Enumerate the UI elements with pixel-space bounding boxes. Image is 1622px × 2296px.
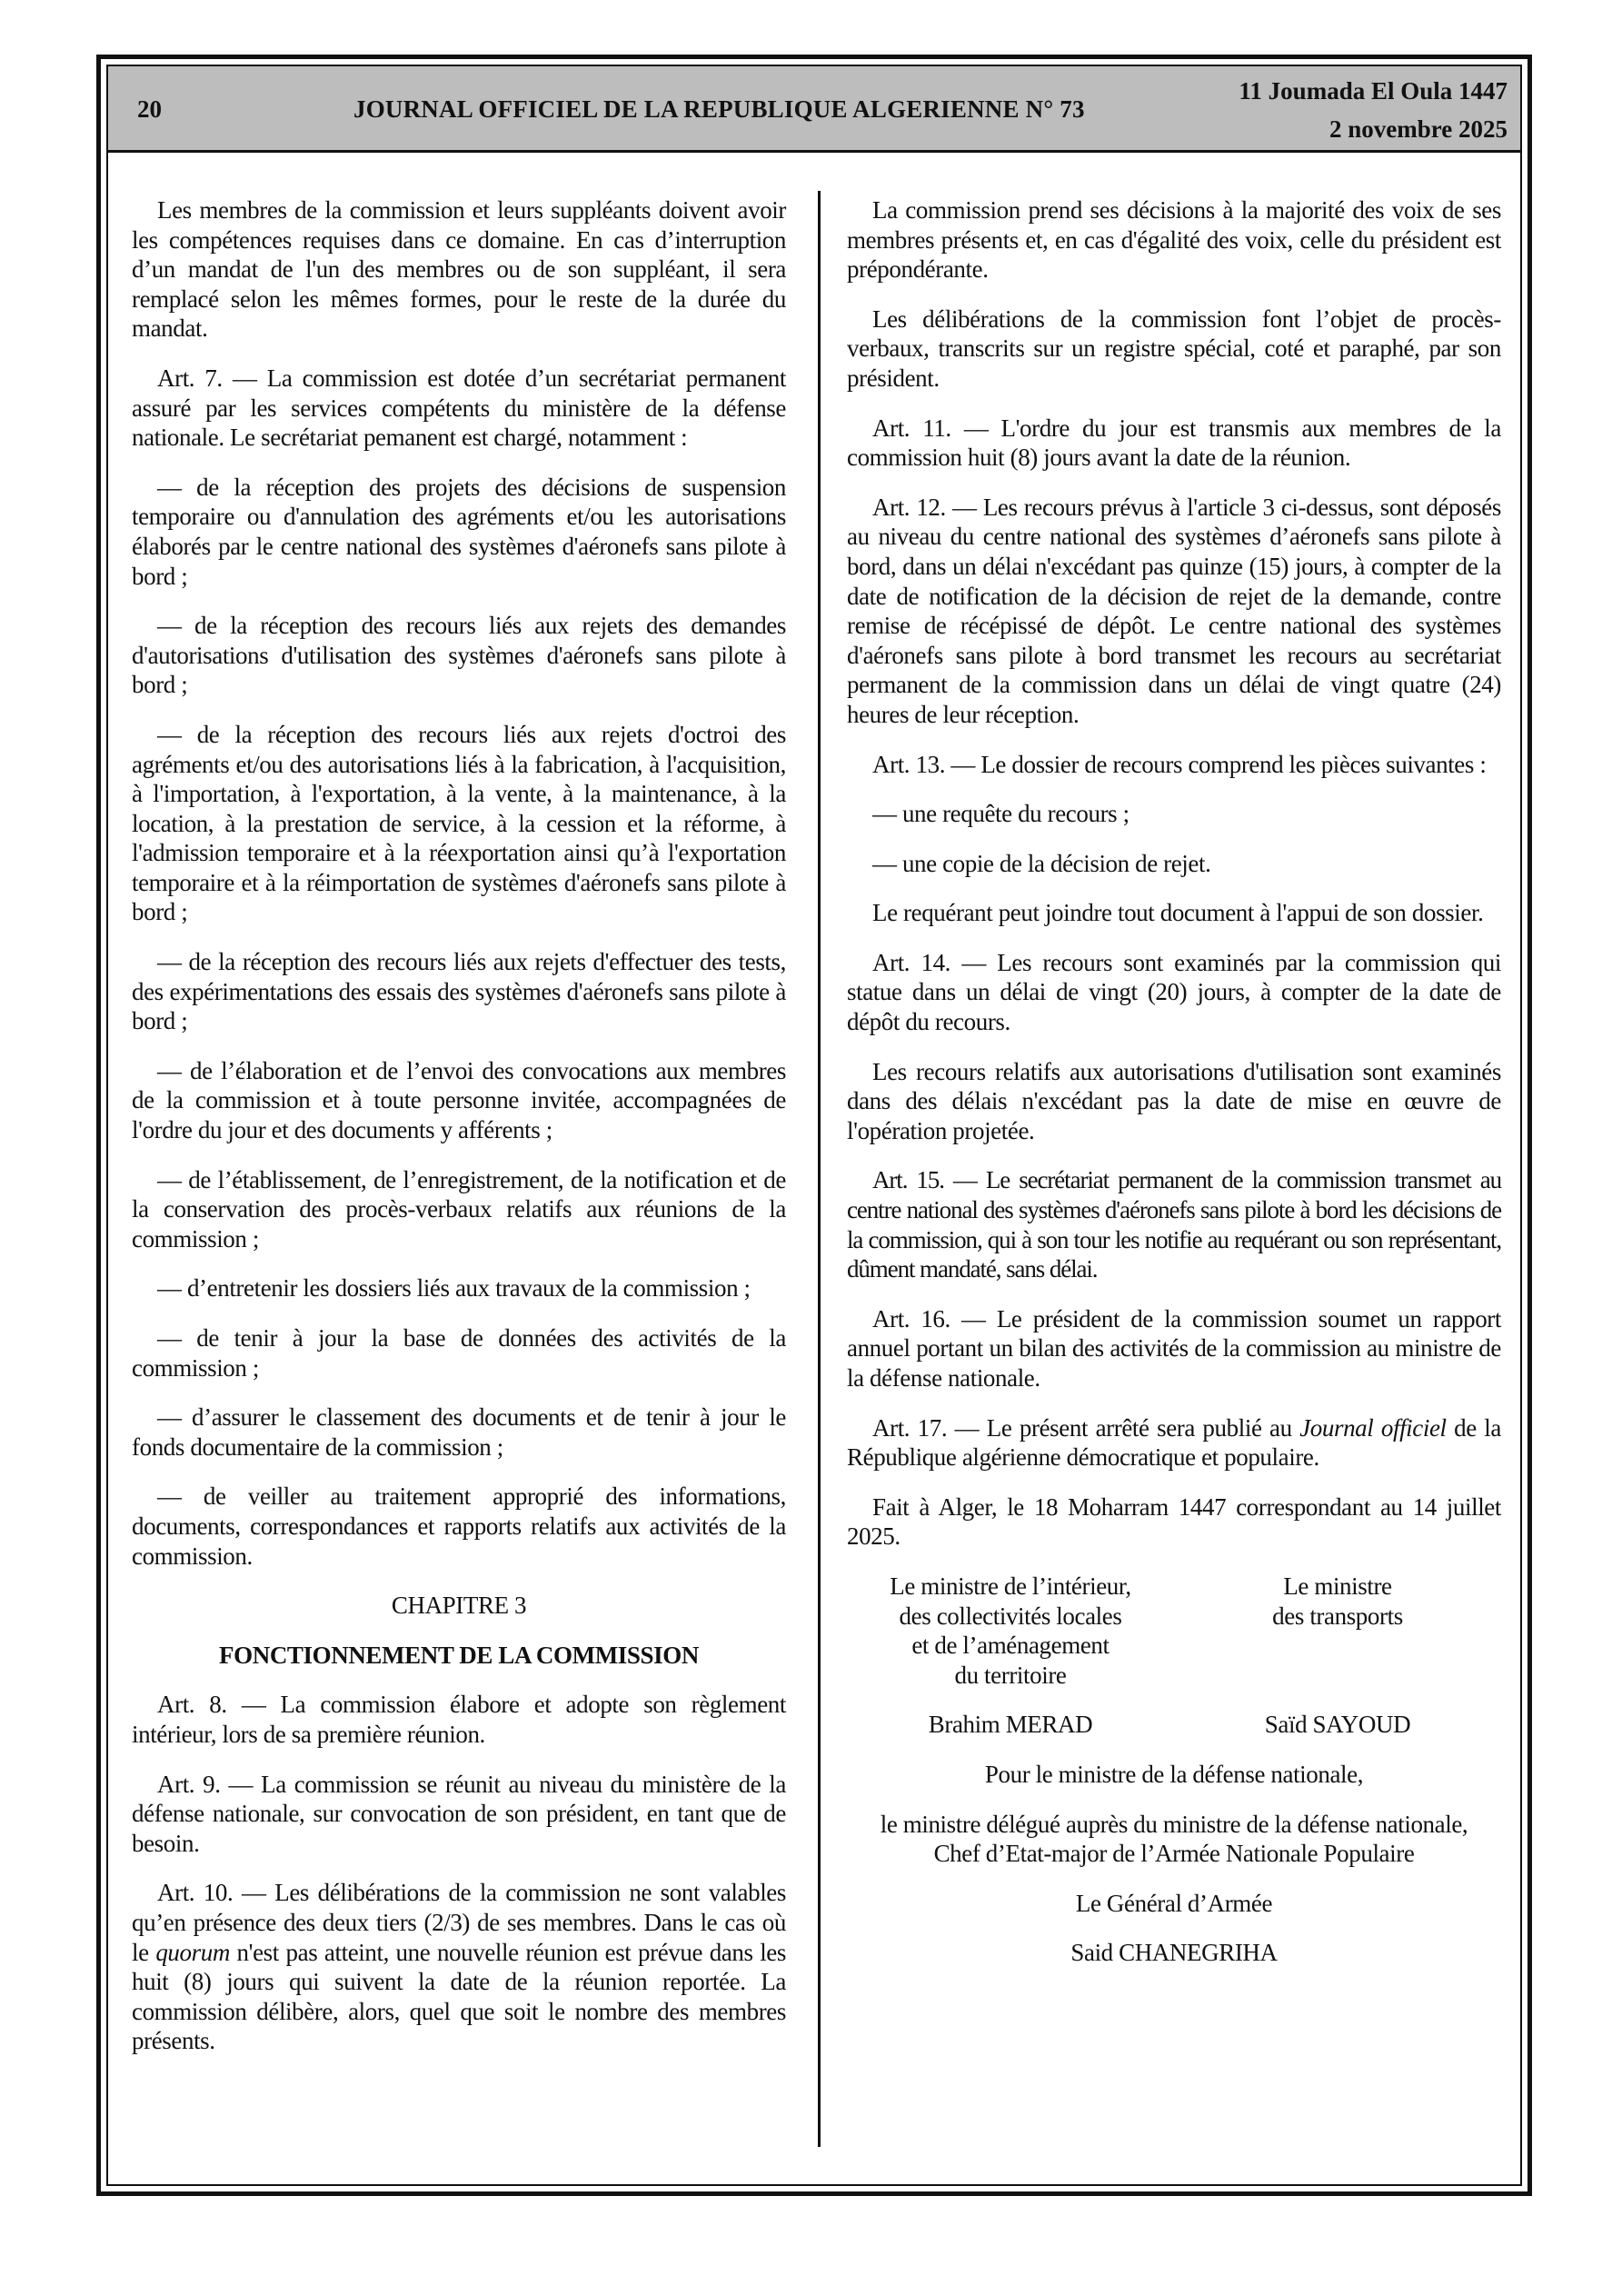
signature-delegue-title	[847, 1810, 1501, 1869]
right-column-paragraphs	[847, 195, 1501, 1552]
paragraph: Art. 13. — Le dossier de recours comprend les pièces suivantes :	[872, 750, 1487, 778]
paragraph: Art. 16. — Le président de la commission soumet un rapport annuel portant un bilan des activités de la commission au ministre de la défense nationale.	[847, 1304, 1501, 1392]
signature-line: et de l’aménagement	[911, 1632, 1110, 1660]
paragraph: Art. 11. — L'ordre du jour est transmis aux membres de la commission huit (8) jours avant la date de la réunion.	[847, 414, 1501, 472]
signature-row	[847, 1572, 1501, 1690]
header-dates	[1239, 72, 1508, 148]
paragraph: — de la réception des projets des décisions de suspension temporaire ou d'annulation des agréments et/ou les autorisations élaborés par le centre national des systèmes d'aéronefs sans pilote à bord ;	[132, 473, 786, 590]
signature-names-row	[847, 1710, 1501, 1740]
paragraph: — une requête du recours ;	[872, 800, 1129, 828]
signature-line: du territoire	[954, 1661, 1067, 1689]
paragraph: Le requérant peut joindre tout document à l'appui de son dossier.	[872, 899, 1484, 927]
journal-title: JOURNAL OFFICIEL DE LA REPUBLIQUE ALGERIENNE N° 73	[353, 95, 1085, 123]
paragraph: FONCTIONNEMENT DE LA COMMISSION	[219, 1641, 699, 1669]
text-segment: Art. 17. — Le présent arrêté sera publié au	[872, 1413, 1300, 1442]
paragraph: Art. 7. — La commission est dotée d’un secrétariat permanent assuré par les services compétents du ministère de la défense nationale. Le secrétariat pemanent est chargé, notamment :	[132, 364, 786, 452]
signature-rank: Le Général d’Armée	[1075, 1889, 1273, 1917]
signature-line: Chef d’Etat-major de l’Armée Nationale Populaire	[933, 1840, 1415, 1868]
signature-line: Le ministre	[1283, 1572, 1392, 1600]
left-column	[132, 195, 786, 2076]
paragraph: — de la réception des recours liés aux rejets des demandes d'autorisations d'utilisation des systèmes d'aéronefs sans pilote à bord ;	[132, 612, 786, 699]
paragraph: — de la réception des recours liés aux rejets d'octroi des agréments et/ou des autorisations liés à la fabrication, à l'acquisition, à l'importation, à l'exportation, à la vente, à la maintenance, à la location, à la prestation de service, à la cession et la réforme, à l'admission temporaire et à la réexportation ainsi qu’à l'exportation temporaire et à la réimportation de systèmes d'aéronefs sans pilote à bord ;	[132, 720, 786, 926]
signature-transport-title	[1174, 1572, 1501, 1690]
signature-name-transport: Saïd SAYOUD	[1264, 1711, 1411, 1739]
paragraph	[847, 1413, 1501, 1472]
journal-header	[108, 66, 1520, 153]
italic-text: quorum	[155, 1938, 230, 1966]
paragraph: Fait à Alger, le 18 Moharram 1447 correspondant au 14 juillet 2025.	[847, 1492, 1501, 1551]
paragraph: La commission prend ses décisions à la majorité des voix de ses membres présents et, en cas d'égalité des voix, celle du président est prépondérante.	[847, 196, 1501, 284]
paragraph	[132, 1878, 786, 2056]
paragraph: Les membres de la commission et leurs suppléants doivent avoir les compétences requises dans ce domaine. En cas d’interruption d’un mandat de l'un des membres ou de son suppléant, il sera remplacé selon les mêmes formes, pour le reste de la durée du mandat.	[132, 196, 786, 343]
italic-text: Journal officiel	[1299, 1413, 1447, 1442]
paragraph: — de l’établissement, de l’enregistrement, de la notification et de la conservation des procès-verbaux relatifs aux réunions de la commission ;	[132, 1165, 786, 1253]
signature-pour-ministre: Pour le ministre de la défense nationale,	[984, 1760, 1364, 1788]
paragraph: Art. 14. — Les recours sont examinés par la commission qui statue dans un délai de vingt (20) jours, à compter de la date de dépôt du recours.	[847, 948, 1501, 1036]
paragraph: Art. 9. — La commission se réunit au niveau du ministère de la défense nationale, sur convocation de son président, en tant que de besoin.	[132, 1770, 786, 1857]
signature-line: des transports	[1272, 1602, 1403, 1630]
text-segment: n'est pas atteint, une nouvelle réunion est prévue dans les huit (8) jours qui suivent la date de la réunion reportée. La commission délibère, alors, quel que soit le nombre des membres présents.	[132, 1938, 786, 2055]
paragraph: Art. 15. — Le secrétariat permanent de la commission transmet au centre national des systèmes d'aéronefs sans pilote à bord les décisions de la commission, qui à son tour les notifie au requérant ou son représentant, dûment mandaté, sans délai.	[847, 1166, 1501, 1283]
paragraph: — d’assurer le classement des documents et de tenir à jour le fonds documentaire de la commission ;	[132, 1403, 786, 1461]
paragraph: — d’entretenir les dossiers liés aux travaux de la commission ;	[157, 1274, 751, 1303]
signature-line: des collectivités locales	[899, 1602, 1122, 1630]
paragraph: — de la réception des recours liés aux rejets d'effectuer des tests, des expérimentations des essais des systèmes d'aéronefs sans pilote à bord ;	[132, 948, 786, 1035]
signature-name-interior: Brahim MERAD	[928, 1711, 1093, 1739]
paragraph: Les délibérations de la commission font l’objet de procès-verbaux, transcrits sur un registre spécial, coté et paraphé, par son président.	[847, 304, 1501, 392]
gregorian-date: 2 novembre 2025	[1329, 115, 1508, 143]
paragraph: Art. 8. — La commission élabore et adopte son règlement intérieur, lors de sa première réunion.	[132, 1691, 786, 1748]
signature-interior-title	[847, 1572, 1174, 1690]
paragraph: — de veiller au traitement approprié des informations, documents, correspondances et rapports relatifs aux activités de la commission.	[132, 1482, 786, 1570]
paragraph: — de tenir à jour la base de données des activités de la commission ;	[132, 1324, 786, 1382]
paragraph: Les recours relatifs aux autorisations d'utilisation sont examinés dans des délais n'excédant pas la date de mise en œuvre de l'opération projetée.	[847, 1057, 1501, 1144]
signature-line: le ministre délégué auprès du ministre de la défense nationale,	[880, 1810, 1468, 1838]
signature-general-name: Said CHANEGRIHA	[1070, 1939, 1278, 1967]
text-segment: de la République algérienne démocratique et populaire.	[847, 1413, 1501, 1472]
page-number: 20	[137, 95, 162, 123]
paragraph: — une copie de la décision de rejet.	[872, 849, 1211, 877]
paragraph: CHAPITRE 3	[391, 1592, 527, 1620]
right-column	[847, 195, 1501, 1988]
paragraph: — de l’élaboration et de l’envoi des convocations aux membres de la commission et à toute personne invitée, accompagnées de l'ordre du jour et des documents y afférents ;	[132, 1056, 786, 1144]
column-divider	[818, 191, 821, 2147]
paragraph: Art. 12. — Les recours prévus à l'article 3 ci-dessus, sont déposés au niveau du centre national des systèmes d’aéronefs sans pilote à bord, dans un délai n'excédant pas quinze (15) jours, à compter de la date de notification de la décision de rejet de la demande, contre remise de récépissé de dépôt. Le centre national des systèmes d'aéronefs sans pilote à bord transmet les recours au secrétariat permanent de la commission dans un délai de vingt quatre (24) heures de leur réception.	[847, 493, 1501, 728]
hijri-date: 11 Joumada El Oula 1447	[1239, 77, 1508, 105]
signature-line: Le ministre de l’intérieur,	[890, 1572, 1131, 1600]
text-segment: Art. 10. — Les délibérations de la commission ne sont valables qu’en présence des deux tiers (2/3) de ses membres. Dans le cas où le	[132, 1879, 786, 1966]
